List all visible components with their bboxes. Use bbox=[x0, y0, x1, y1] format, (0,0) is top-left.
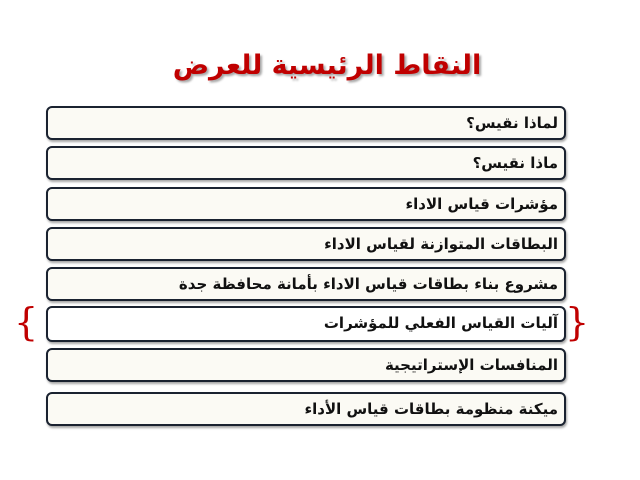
right-brace-icon: } bbox=[565, 300, 590, 344]
agenda-item: مشروع بناء بطاقات قياس الاداء بأمانة محافظة جدة bbox=[46, 267, 566, 301]
agenda-item: البطاقات المتوازنة لقياس الاداء bbox=[46, 227, 566, 261]
left-brace-icon: { bbox=[14, 300, 39, 344]
agenda-item: مؤشرات قياس الاداء bbox=[46, 187, 566, 221]
agenda-item: المنافسات الإستراتيجية bbox=[46, 348, 566, 382]
agenda-item: لماذا نقيس؟ bbox=[46, 106, 566, 140]
agenda-item: ميكنة منظومة بطاقات قياس الأداء bbox=[46, 392, 566, 426]
agenda-item-active: آليات القياس الفعلي للمؤشرات bbox=[46, 306, 566, 342]
agenda-item: ماذا نقيس؟ bbox=[46, 146, 566, 180]
slide-title: النقاط الرئيسية للعرض bbox=[172, 50, 482, 81]
